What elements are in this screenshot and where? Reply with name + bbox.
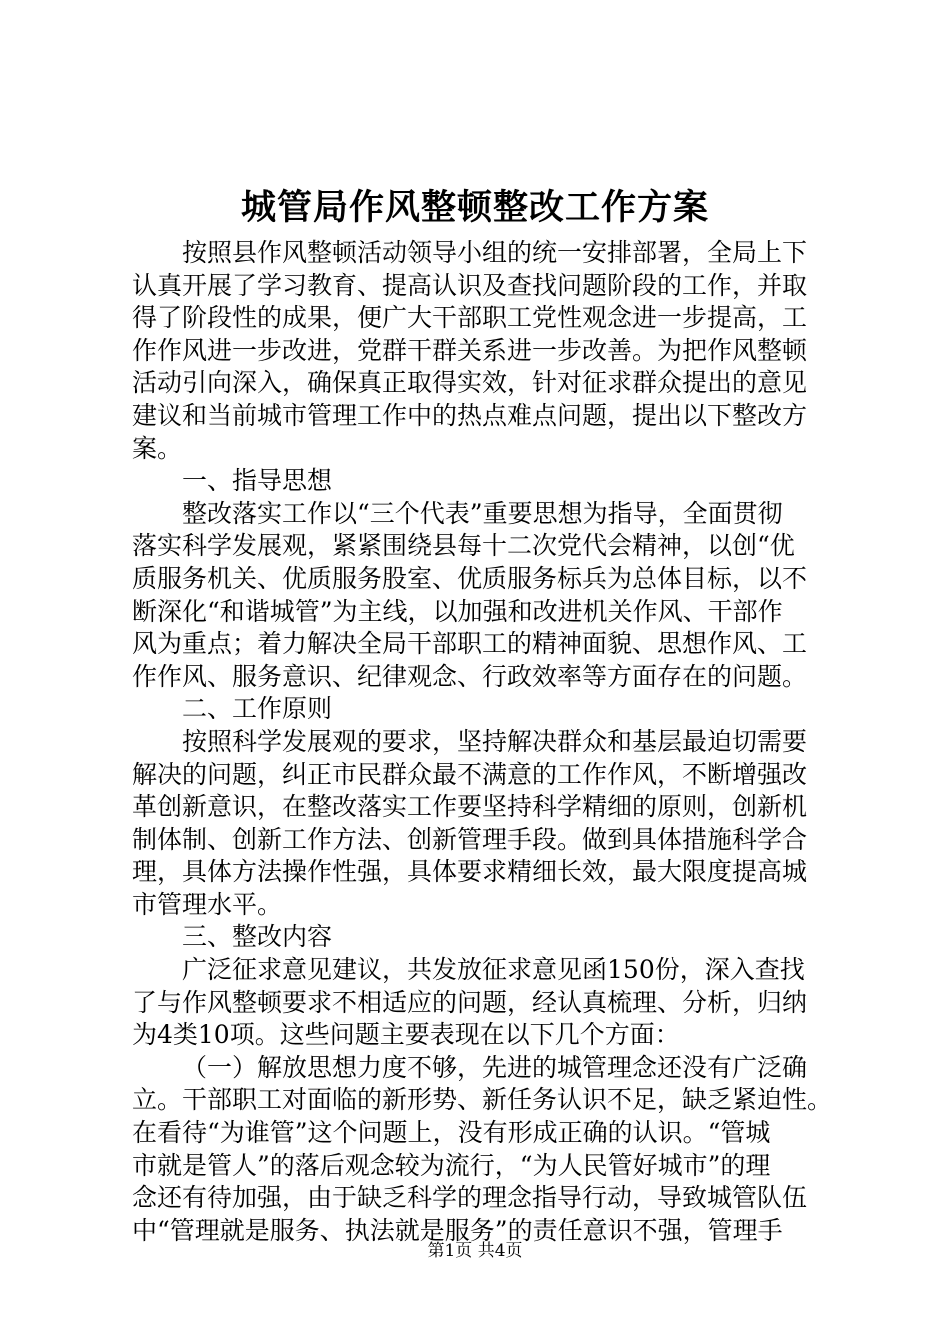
text-line: 作作风进一步改进，党群干群关系进一步改善。为把作风整顿	[132, 335, 808, 365]
text-line: 广泛征求意见建议，共发放征求意见函150份，深入查找	[182, 955, 805, 985]
document-body	[132, 237, 832, 1247]
section-heading: 三、整改内容	[182, 922, 333, 952]
text-line: 断深化“和谐城管”为主线，以加强和改进机关作风、干部作	[132, 596, 783, 626]
text-line: 按照县作风整顿活动领导小组的统一安排部署，全局上下	[182, 238, 808, 267]
text-line: 得了阶段性的成果，便广大干部职工党性观念进一步提高，工	[132, 303, 808, 333]
section-heading: 二、工作原则	[182, 694, 333, 724]
section-heading: 一、指导思想	[182, 466, 333, 496]
text-line: 立。干部职工对面临的新形势、新任务认识不足，缺乏紧迫性。	[132, 1085, 833, 1115]
text-line: 理，具体方法操作性强，具体要求精细长效，最大限度提高城	[132, 857, 808, 887]
text-line: 案。	[132, 433, 183, 463]
text-line: 在看待“为谁管”这个问题上，没有形成正确的认识。“管城	[132, 1118, 771, 1148]
text-line: 市就是管人”的落后观念较为流行，“为人民管好城市”的理	[132, 1150, 771, 1180]
text-line: 风为重点；着力解决全局干部职工的精神面貌、思想作风、工	[132, 629, 808, 659]
text-line: 念还有待加强，由于缺乏科学的理念指导行动，导致城管队伍	[132, 1183, 808, 1213]
text-line: 解决的问题，纠正市民群众最不满意的工作作风，不断增强改	[132, 759, 808, 789]
text-line: （一）解放思想力度不够，先进的城管理念还没有广泛确	[182, 1052, 808, 1082]
text-line: 作作风、服务意识、纪律观念、行政效率等方面存在的问题。	[132, 661, 808, 691]
text-line: 了与作风整顿要求不相适应的问题，经认真梳理、分析，归纳	[132, 987, 808, 1017]
text-line: 制体制、创新工作方法、创新管理手段。做到具体措施科学合	[132, 824, 808, 854]
text-line: 活动引向深入，确保真正取得实效，针对征求群众提出的意见	[132, 368, 808, 398]
document-title: 城管局作风整顿整改工作方案	[240, 187, 709, 228]
text-line: 市管理水平。	[132, 889, 283, 919]
text-line: 质服务机关、优质服务股室、优质服务标兵为总体目标，以不	[132, 563, 808, 593]
page-number: 第1页 共4页	[427, 1241, 523, 1261]
text-line: 认真开展了学习教育、提高认识及查找问题阶段的工作，并取	[132, 270, 808, 300]
text-line: 按照科学发展观的要求，坚持解决群众和基层最迫切需要	[182, 726, 808, 756]
text-line: 整改落实工作以“三个代表”重要思想为指导，全面贯彻	[182, 498, 783, 528]
text-line: 为4类10项。这些问题主要表现在以下几个方面：	[132, 1020, 680, 1050]
text-line: 落实科学发展观，紧紧围绕县每十二次党代会精神，以创“优	[132, 531, 795, 561]
text-line: 革创新意识，在整改落实工作要坚持科学精细的原则，创新机	[132, 792, 808, 822]
text-line: 建议和当前城市管理工作中的热点难点问题，提出以下整改方	[132, 400, 808, 430]
text-line: 中“管理就是服务、执法就是服务”的责任意识不强，管理手	[132, 1215, 783, 1245]
